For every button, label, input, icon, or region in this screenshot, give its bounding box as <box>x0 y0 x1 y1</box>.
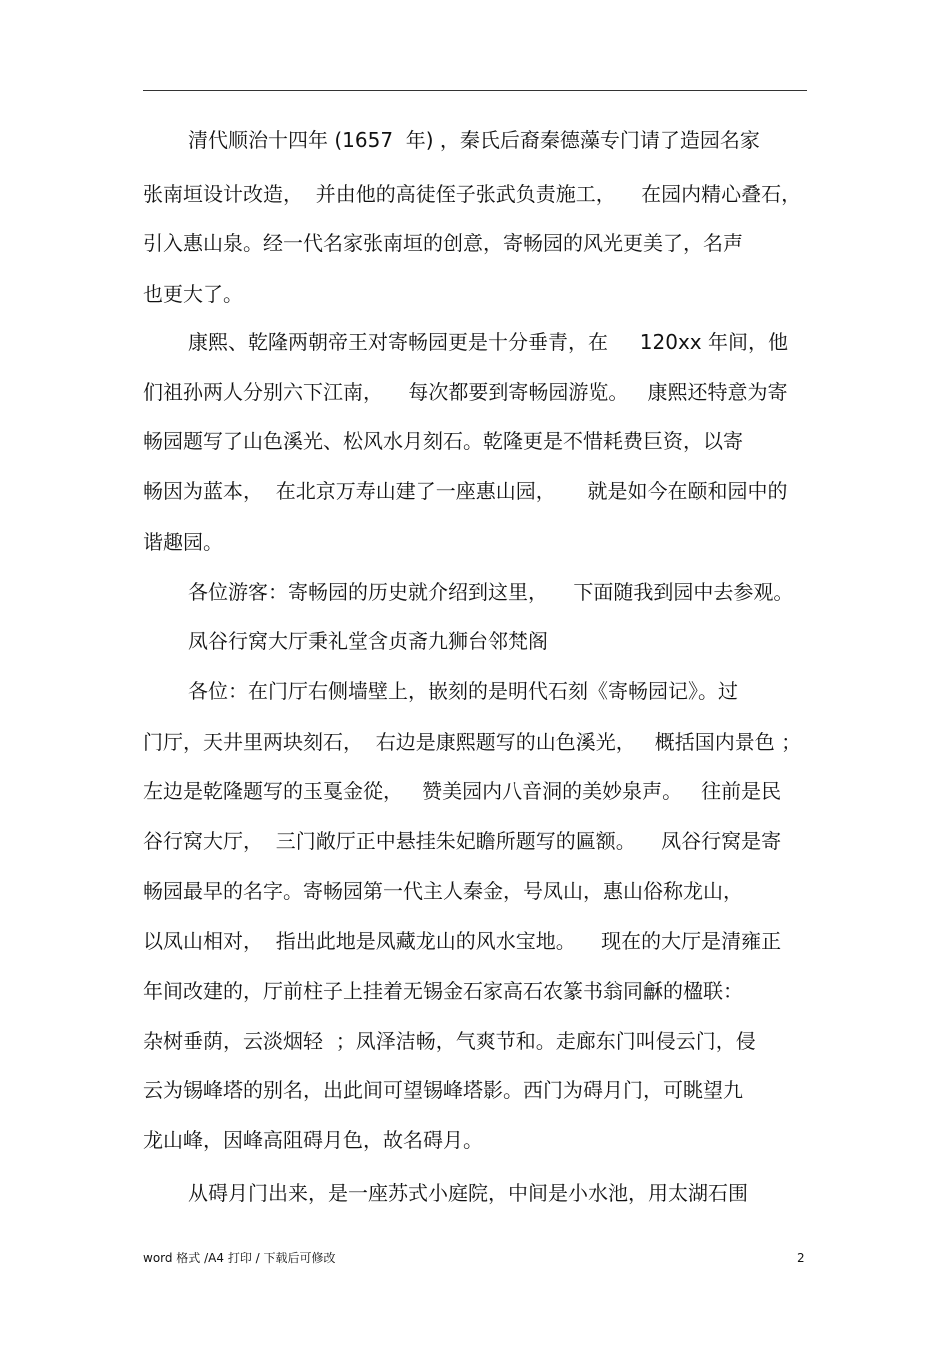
text-line: 龙山峰，因峰高阻碍月色，故名碍月。 <box>143 1128 483 1152</box>
text-line: 杂树垂荫，云淡烟轻 ；凤泽洁畅，气爽节和。走廊东门叫侵云门，侵 <box>143 1029 756 1053</box>
text-line: 畅园题写了山色溪光、松风水月刻石。乾隆更是不惜耗费巨资，以寄 <box>143 429 743 453</box>
text-line: 引入惠山泉。经一代名家张南垣的创意，寄畅园的风光更美了，名声 <box>143 231 743 255</box>
text-line: 谷行窝大厅， 三门敞厅正中悬挂朱妃瞻所题写的匾额。 凤谷行窝是寄 <box>143 829 782 853</box>
text-line: 以凤山相对， 指出此地是凤藏龙山的风水宝地。 现在的大厅是清雍正 <box>143 929 782 953</box>
text-line: 谐趣园。 <box>143 530 223 554</box>
text-line: 凤谷行窝大厅秉礼堂含贞斋九狮台邻梵阁 <box>188 629 548 653</box>
text-line: 云为锡峰塔的别名，出此间可望锡峰塔影。西门为碍月门，可眺望九 <box>143 1078 743 1102</box>
text-line: 各位：在门厅右侧墙壁上，嵌刻的是明代石刻《寄畅园记》。过 <box>188 679 738 703</box>
text-line: 清代顺治十四年 (1657 年) ，秦氏后裔秦德藻专门请了造园名家 <box>188 128 760 152</box>
text-line: 年间改建的，厅前柱子上挂着无锡金石家高石农篆书翁同龢的楹联： <box>143 979 743 1003</box>
text-line: 门厅，天井里两块刻石， 右边是康熙题写的山色溪光， 概括国内景色 ； <box>143 730 802 754</box>
text-line: 们祖孙两人分别六下江南， 每次都要到寄畅园游览。 康熙还特意为寄 <box>143 380 788 404</box>
text-line: 也更大了。 <box>143 282 243 306</box>
page-number: 2 <box>797 1251 805 1265</box>
text-line: 畅因为蓝本， 在北京万寿山建了一座惠山园， 就是如今在颐和园中的 <box>143 479 788 503</box>
text-line: 畅园最早的名字。寄畅园第一代主人秦金，号凤山，惠山俗称龙山， <box>143 879 743 903</box>
header-rule <box>143 90 807 91</box>
text-line: 各位游客：寄畅园的历史就介绍到这里， 下面随我到园中去参观。 <box>188 580 794 604</box>
footer-note: word 格式 /A4 打印 / 下载后可修改 <box>143 1251 336 1265</box>
text-line: 康熙、乾隆两朝帝王对寄畅园更是十分垂青，在 120xx 年间，他 <box>188 330 788 354</box>
text-line: 左边是乾隆题写的玉戛金從， 赞美园内八音洞的美妙泉声。 往前是民 <box>143 779 782 803</box>
text-line: 从碍月门出来，是一座苏式小庭院，中间是小水池，用太湖石围 <box>188 1181 748 1205</box>
text-line: 张南垣设计改造， 并由他的高徒侄子张武负责施工， 在园内精心叠石， <box>143 182 802 206</box>
